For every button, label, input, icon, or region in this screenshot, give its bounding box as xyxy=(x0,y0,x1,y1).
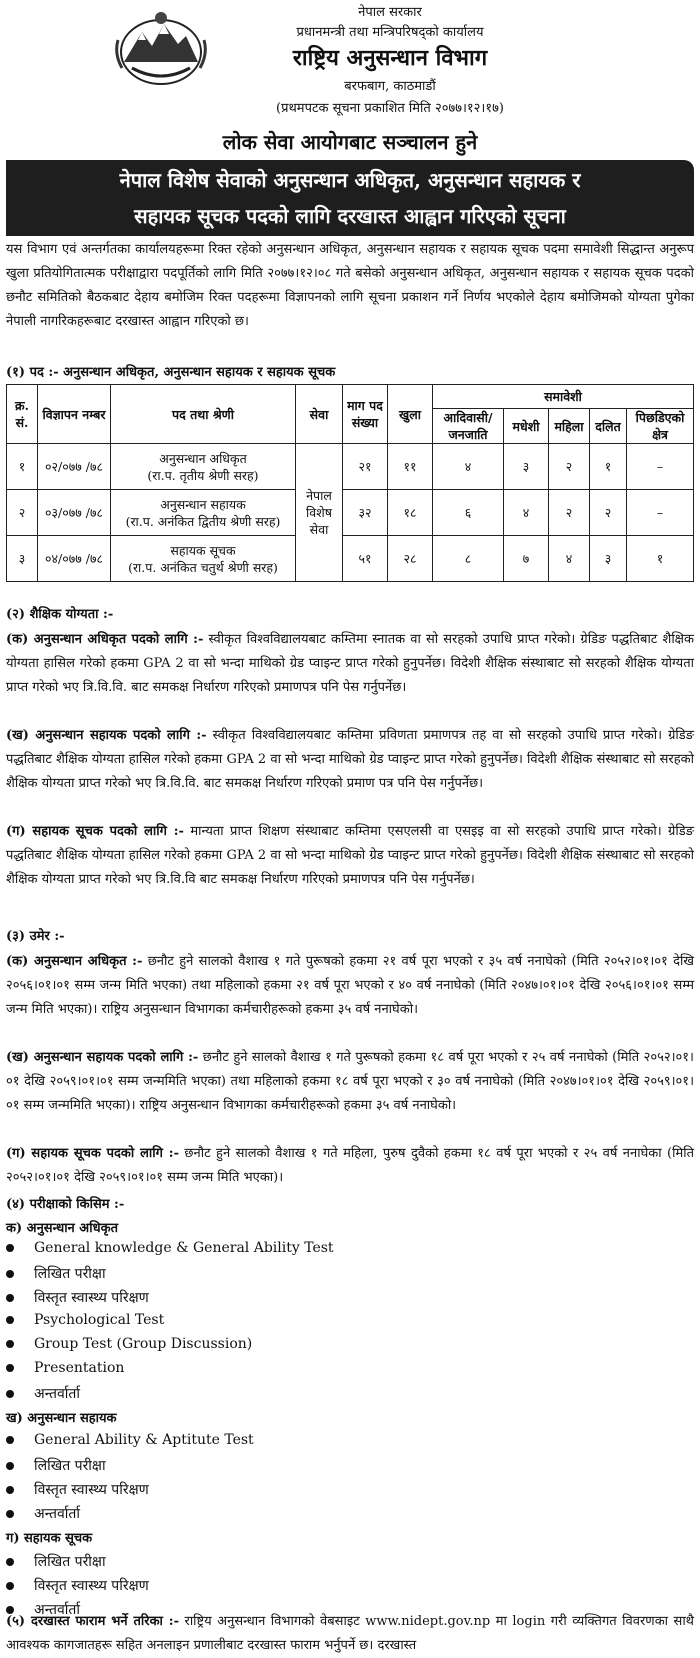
item-label: (ग) सहायक सूचक पदको लागि :- xyxy=(6,824,184,839)
th-post: पद तथा श्रेणी xyxy=(111,385,296,444)
item-text-before: राष्ट्रिय अनुसन्धान विभागको वेबसाइट xyxy=(184,1614,360,1629)
post-name: अनुसन्धान सहायक xyxy=(160,496,246,512)
list-item: विस्तृत स्वास्थ्य परिक्षण xyxy=(6,1288,149,1307)
cell-adno: ०२/०७७ /७८ xyxy=(38,444,111,490)
list-item: अन्तर्वार्ता xyxy=(6,1384,80,1403)
bullet-icon xyxy=(6,1436,14,1444)
cell-post xyxy=(111,536,296,582)
notice-subtitle: लोक सेवा आयोगबाट सञ्चालन हुने xyxy=(222,130,478,154)
age-officer xyxy=(6,950,694,1022)
age-indicator xyxy=(6,1142,694,1190)
banner-line-1: नेपाल विशेष सेवाको अनुसन्धान अधिकृत, अनुसन्धान सहायक र xyxy=(119,168,581,192)
header-location: बरफबाग, काठमाडौं xyxy=(344,79,436,94)
bullet-icon xyxy=(6,1582,14,1590)
item-text: स्वीकृत विश्वविद्यालयबाट कम्तिमा स्नातक वा सो सरहको उपाधि प्राप्त गरेको। ग्रेडिङ पद्धतिबाट शैक्षिक योग्यता हासिल गरेको हकमा GPA 2 वा सो भन्दा माथिको ग्रेड प्वाइन्ट प्राप्त गरेको हुनुपर्नेछ। विदेशी शैक्षिक संस्थाबाट सो सरहको शैक्षिक योग्यता प्राप्त गरेको भए त्रि.वि.वि. बाट समकक्ष निर्धारण गरिएको प्रमाणपत्र पनि पेस गर्नुपर्नेछ। xyxy=(6,632,694,695)
list-item: विस्तृत स्वास्थ्य परिक्षण xyxy=(6,1480,149,1499)
th-service: सेवा xyxy=(296,385,343,444)
section-2-heading: (२) शैक्षिक योग्यता :- xyxy=(6,607,114,622)
cell-demand: २१ xyxy=(343,444,388,490)
bullet-icon xyxy=(6,1316,14,1324)
cell-open: २८ xyxy=(388,536,433,582)
item-label: (क) अनुसन्धान अधिकृत :- xyxy=(6,954,143,969)
item-text: छनौट हुने सालको वैशाख १ गते पुरूषको हकमा २१ वर्ष पूरा भएको र ३५ वर्ष ननाघेको (मिति २०५२।०१।०१ देखि २०५६।०१।०१ सम्म जन्म मिति भएका) तथा महिलाको हकमा २१ वर्ष पूरा भएको र ४० वर्ष ननाघेको (मिति २०४७।०१।०१ देखि २०५६।०१।०१ सम्म जन्म मिति भएका)। राष्ट्रिय अनुसन्धान विभागका कर्मचारीहरूको हकमा ३५ वर्ष ननाघेको। xyxy=(6,954,694,1017)
th-demand: माग पद संख्या xyxy=(343,385,388,444)
table-row xyxy=(7,490,694,536)
cell-open: ११ xyxy=(388,444,433,490)
list-item: General knowledge & General Ability Test xyxy=(6,1240,334,1256)
intro-paragraph: यस विभाग एवं अन्तर्गतका कार्यालयहरूमा रिक्त रहेको अनुसन्धान अधिकृत, अनुसन्धान सहायक र सहायक सूचक पदमा समावेशी सिद्धान्त अनुरूप खुला प्रतियोगितात्मक परीक्षाद्वारा पदपूर्तिको लागि मिति २०७७।१२।०८ गते बसेको अनुसन्धान अधिकृत, अनुसन्धान सहायक र सहायक सूचक पदको छनौट समितिको बैठकबाट देहाय बमोजिम रिक्त पदहरूमा विज्ञापनको लागि सूचना प्रकाशन गर्ने निर्णय भएकोले देहाय बमोजिमको योग्यता पुगेका नेपाली नागरिकहरूबाट दरखास्त आह्वान गरिएको छ। xyxy=(6,242,694,329)
list-item: अन्तर्वार्ता xyxy=(6,1504,80,1523)
bullet-icon xyxy=(6,1390,14,1398)
qualification-officer xyxy=(6,628,694,700)
cell-dalit: ३ xyxy=(590,536,627,582)
cell-backward: – xyxy=(627,444,694,490)
cell-adno: ०४/०७७ /७८ xyxy=(38,536,111,582)
th-adno: विज्ञापन नम्बर xyxy=(38,385,111,444)
bullet-icon xyxy=(6,1510,14,1518)
cell-dalit: १ xyxy=(590,444,627,490)
item-label: (ख) अनुसन्धान सहायक पदको लागि :- xyxy=(6,1050,199,1065)
cell-mahila: ४ xyxy=(549,536,590,582)
banner-line-2: सहायक सूचक पदको लागि दरखास्त आह्वान गरिएको सूचना xyxy=(134,204,566,228)
table-row xyxy=(7,444,694,490)
list-item: General Ability & Aptitute Test xyxy=(6,1432,254,1448)
table-row xyxy=(7,536,694,582)
th-inclusive: समावेशी xyxy=(433,385,694,409)
cell-madhesi: ३ xyxy=(504,444,549,490)
exam-group-indicator: ग) सहायक सूचक xyxy=(6,1531,93,1546)
th-dalit: दलित xyxy=(590,409,627,444)
cell-demand: ३२ xyxy=(343,490,388,536)
item-label: (क) अनुसन्धान अधिकृत पदको लागि :- xyxy=(6,632,204,647)
section-4-heading: (४) परीक्षाको किसिम :- xyxy=(6,1197,125,1212)
section-3-heading: (३) उमेर :- xyxy=(6,929,65,944)
item-text: स्वीकृत विश्वविद्यालयबाट कम्तिमा प्रविणता प्रमाणपत्र तह वा सो सरहको उपाधि प्राप्त गरेको। ग्रेडिङ पद्धतिबाट शैक्षिक योग्यता हासिल गरेको हकमा GPA 2 वा सो भन्दा माथिको ग्रेड प्वाइन्ट प्राप्त गरेको हुनुपर्नेछ। विदेशी शैक्षिक संस्थाबाट सो सरहको शैक्षिक योग्यता प्राप्त गरेको भए त्रि.वि.वि. बाट समकक्ष निर्धारण गरिएको प्रमाण पत्र पनि पेस गर्नुपर्नेछ। xyxy=(6,728,695,791)
th-sn: क्र. सं. xyxy=(7,385,38,444)
list-item: लिखित परीक्षा xyxy=(6,1552,106,1571)
application-method xyxy=(6,1610,694,1658)
list-item: अन्तर्वार्ता xyxy=(6,1600,80,1619)
cell-mahila: २ xyxy=(549,490,590,536)
bullet-icon xyxy=(6,1340,14,1348)
cell-adivasi: ६ xyxy=(433,490,504,536)
website-link[interactable]: www.nidept.gov.np xyxy=(365,1614,491,1629)
list-item: Presentation xyxy=(6,1360,124,1376)
exam-group-assistant: ख) अनुसन्धान सहायक xyxy=(6,1411,117,1426)
list-item: Psychological Test xyxy=(6,1312,164,1328)
nepal-government-emblem xyxy=(112,10,210,88)
section-1-heading: (१) पद :- अनुसन्धान अधिकृत, अनुसन्धान सहायक र सहायक सूचक xyxy=(6,365,336,380)
list-item: लिखित परीक्षा xyxy=(6,1456,106,1475)
list-item: Group Test (Group Discussion) xyxy=(6,1336,252,1352)
header-department: राष्ट्रिय अनुसन्धान विभाग xyxy=(292,45,488,71)
item-text-after: मा login गरी व्यक्तिगत विवरणका साथै आवश्यक कागजातहरू सहित अनलाइन प्रणालीबाट दरखास्त फाराम भर्नुपर्ने छ। दरखास्त xyxy=(6,1614,694,1653)
item-label: (ख) अनुसन्धान सहायक पदको लागि :- xyxy=(6,728,207,743)
th-adivasi: आदिवासी/ जनजाति xyxy=(433,409,504,444)
item-text: मान्यता प्राप्त शिक्षण संस्थाबाट कम्तिमा एसएलसी वा एसइइ वा सो सरहको उपाधि प्राप्त गरेको। ग्रेडिङ पद्धतिबाट शैक्षिक योग्यता हासिल गरेको हकमा GPA 2 वा सो भन्दा माथिको ग्रेड प्वाइन्ट प्राप्त गरेको हुनुपर्नेछ। विदेशी शैक्षिक संस्थाबाट सो सरहको शैक्षिक योग्यता प्राप्त गरेको भए त्रि.वि.वि बाट समकक्ष निर्धारण गरिएको प्रमाणपत्र पनि पेस गर्नुपर्नेछ। xyxy=(6,824,694,887)
posts-table xyxy=(6,384,694,582)
cell-backward: – xyxy=(627,490,694,536)
bullet-icon xyxy=(6,1294,14,1302)
bullet-icon xyxy=(6,1486,14,1494)
post-grade: (रा.प. अनंकित चतुर्थ श्रेणी सरह) xyxy=(128,559,278,575)
cell-service: नेपाल विशेष सेवा xyxy=(296,444,343,582)
cell-open: १८ xyxy=(388,490,433,536)
post-grade: (रा.प. तृतीय श्रेणी सरह) xyxy=(147,467,259,483)
header-government: नेपाल सरकार xyxy=(358,5,422,20)
exam-group-officer: क) अनुसन्धान अधिकृत xyxy=(6,1221,118,1236)
cell-adivasi: ८ xyxy=(433,536,504,582)
qualification-assistant xyxy=(6,724,694,796)
notice-title-banner xyxy=(6,160,694,236)
list-item: लिखित परीक्षा xyxy=(6,1264,106,1283)
post-grade: (रा.प. अनंकित द्वितीय श्रेणी सरह) xyxy=(125,513,281,529)
cell-post xyxy=(111,444,296,490)
bullet-icon xyxy=(6,1244,14,1252)
cell-demand: ५१ xyxy=(343,536,388,582)
list-item: विस्तृत स्वास्थ्य परिक्षण xyxy=(6,1576,149,1595)
item-label: (ग) सहायक सूचक पदको लागि :- xyxy=(6,1146,179,1161)
item-text: छनौट हुने सालको वैशाख १ गते पुरूषको हकमा १८ वर्ष पूरा भएको र २५ वर्ष ननाघेको (मिति २०५२।०१।०१ देखि २०५९।०१।०१ सम्म जन्ममिति भएका) तथा महिलाको हकमा १८ वर्ष पूरा भएको र ३० वर्ष ननाघेको (मिति २०४७।०१।०१ देखि २०५९।०१।०१ सम्म जन्ममिति भएका)। राष्ट्रिय अनुसन्धान विभागका कर्मचारीहरूको हकमा ३५ वर्ष ननाघेको। xyxy=(6,1050,694,1113)
cell-madhesi: ७ xyxy=(504,536,549,582)
qualification-indicator xyxy=(6,820,694,892)
cell-mahila: २ xyxy=(549,444,590,490)
item-text: छनौट हुने सालको वैशाख १ गते महिला, पुरुष दुवैको हकमा १८ वर्ष पूरा भएको र २५ वर्ष ननाघेका (मिति २०५२।०१।०१ देखि २०५९।०१।०१ सम्म जन्म मिति भएका)। xyxy=(6,1146,695,1185)
th-backward: पिछडिएको क्षेत्र xyxy=(627,409,694,444)
cell-dalit: २ xyxy=(590,490,627,536)
header-published-date: (प्रथमपटक सूचना प्रकाशित मिति २०७७।१२।१७) xyxy=(276,101,504,116)
cell-sn: २ xyxy=(7,490,38,536)
cell-adivasi: ४ xyxy=(433,444,504,490)
cell-backward: १ xyxy=(627,536,694,582)
bullet-icon xyxy=(6,1270,14,1278)
bullet-icon xyxy=(6,1364,14,1372)
cell-madhesi: ४ xyxy=(504,490,549,536)
cell-adno: ०३/०७७ /७८ xyxy=(38,490,111,536)
post-name: सहायक सूचक xyxy=(170,542,236,558)
th-madhesi: मधेशी xyxy=(504,409,549,444)
cell-sn: ३ xyxy=(7,536,38,582)
th-mahila: महिला xyxy=(549,409,590,444)
item-label: (५) दरखास्त फाराम भर्ने तरिका :- xyxy=(6,1614,179,1629)
cell-post xyxy=(111,490,296,536)
bullet-icon xyxy=(6,1462,14,1470)
age-assistant xyxy=(6,1046,694,1118)
bullet-icon xyxy=(6,1558,14,1566)
header-office: प्रधानमन्त्री तथा मन्त्रिपरिषद्को कार्यालय xyxy=(296,25,484,40)
th-open: खुला xyxy=(388,385,433,444)
cell-sn: १ xyxy=(7,444,38,490)
post-name: अनुसन्धान अधिकृत xyxy=(159,450,247,466)
